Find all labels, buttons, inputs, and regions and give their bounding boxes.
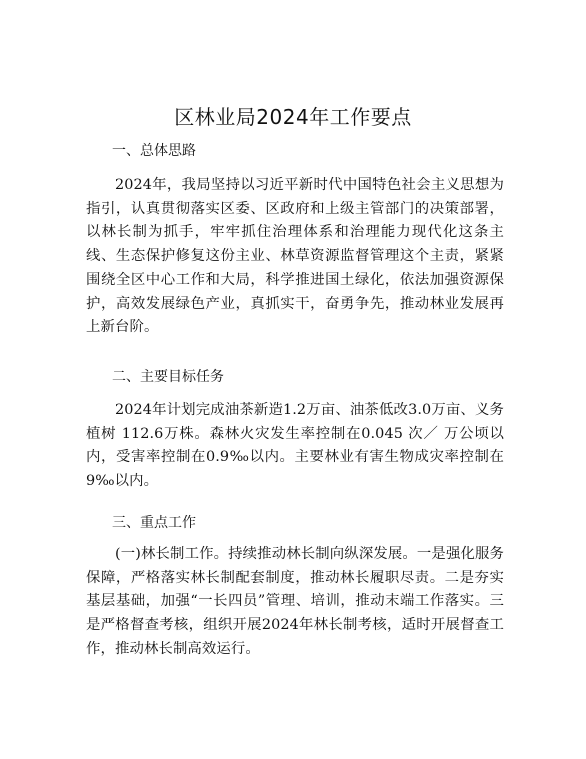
document-title: 区林业局2024年工作要点 — [174, 105, 412, 129]
section-paragraph-key-work: (一)林长制工作。持续推动林长制向纵深发展。一是强化服务保障，严格落实林长制配套制度，推动林长履职尽责。二是夯实基层基础，加强“一长四员”管理、培训，推动末端工作落实。三是严格督查考核，组织开展2024年林长制考核，适时开展督查工作，推动林长制高效运行。 — [86, 546, 504, 657]
section-heading-main-targets: 二、主要目标任务 — [112, 369, 224, 385]
section-heading-key-work: 三、重点工作 — [112, 515, 196, 531]
section-paragraph-overall-approach: 2024年，我局坚持以习近平新时代中国特色社会主义思想为指引，认真贯彻落实区委、区政府和上级主管部门的决策部署，以林长制为抓手，牢牢抓住治理体系和治理能力现代化这条主线、生态保护修复这份主业、林草资源监督管理这个主责，紧紧围绕全区中心工作和大局，科学推进国土绿化，依法加强资源保护，高效发展绿色产业，真抓实干，奋勇争先，推动林业发展再上新台阶。 — [86, 177, 504, 336]
section-heading-overall-approach: 一、总体思路 — [112, 143, 196, 159]
section-paragraph-main-targets: 2024年计划完成油茶新造1.2万亩、油茶低改3.0万亩、义务植树 112.6万株。森林火灾发生率控制在0.045 次／ 万公顷以内，受害率控制在0.9‰以内。主要林业有害生物成灾率控制在9‰以内。 — [86, 402, 504, 490]
